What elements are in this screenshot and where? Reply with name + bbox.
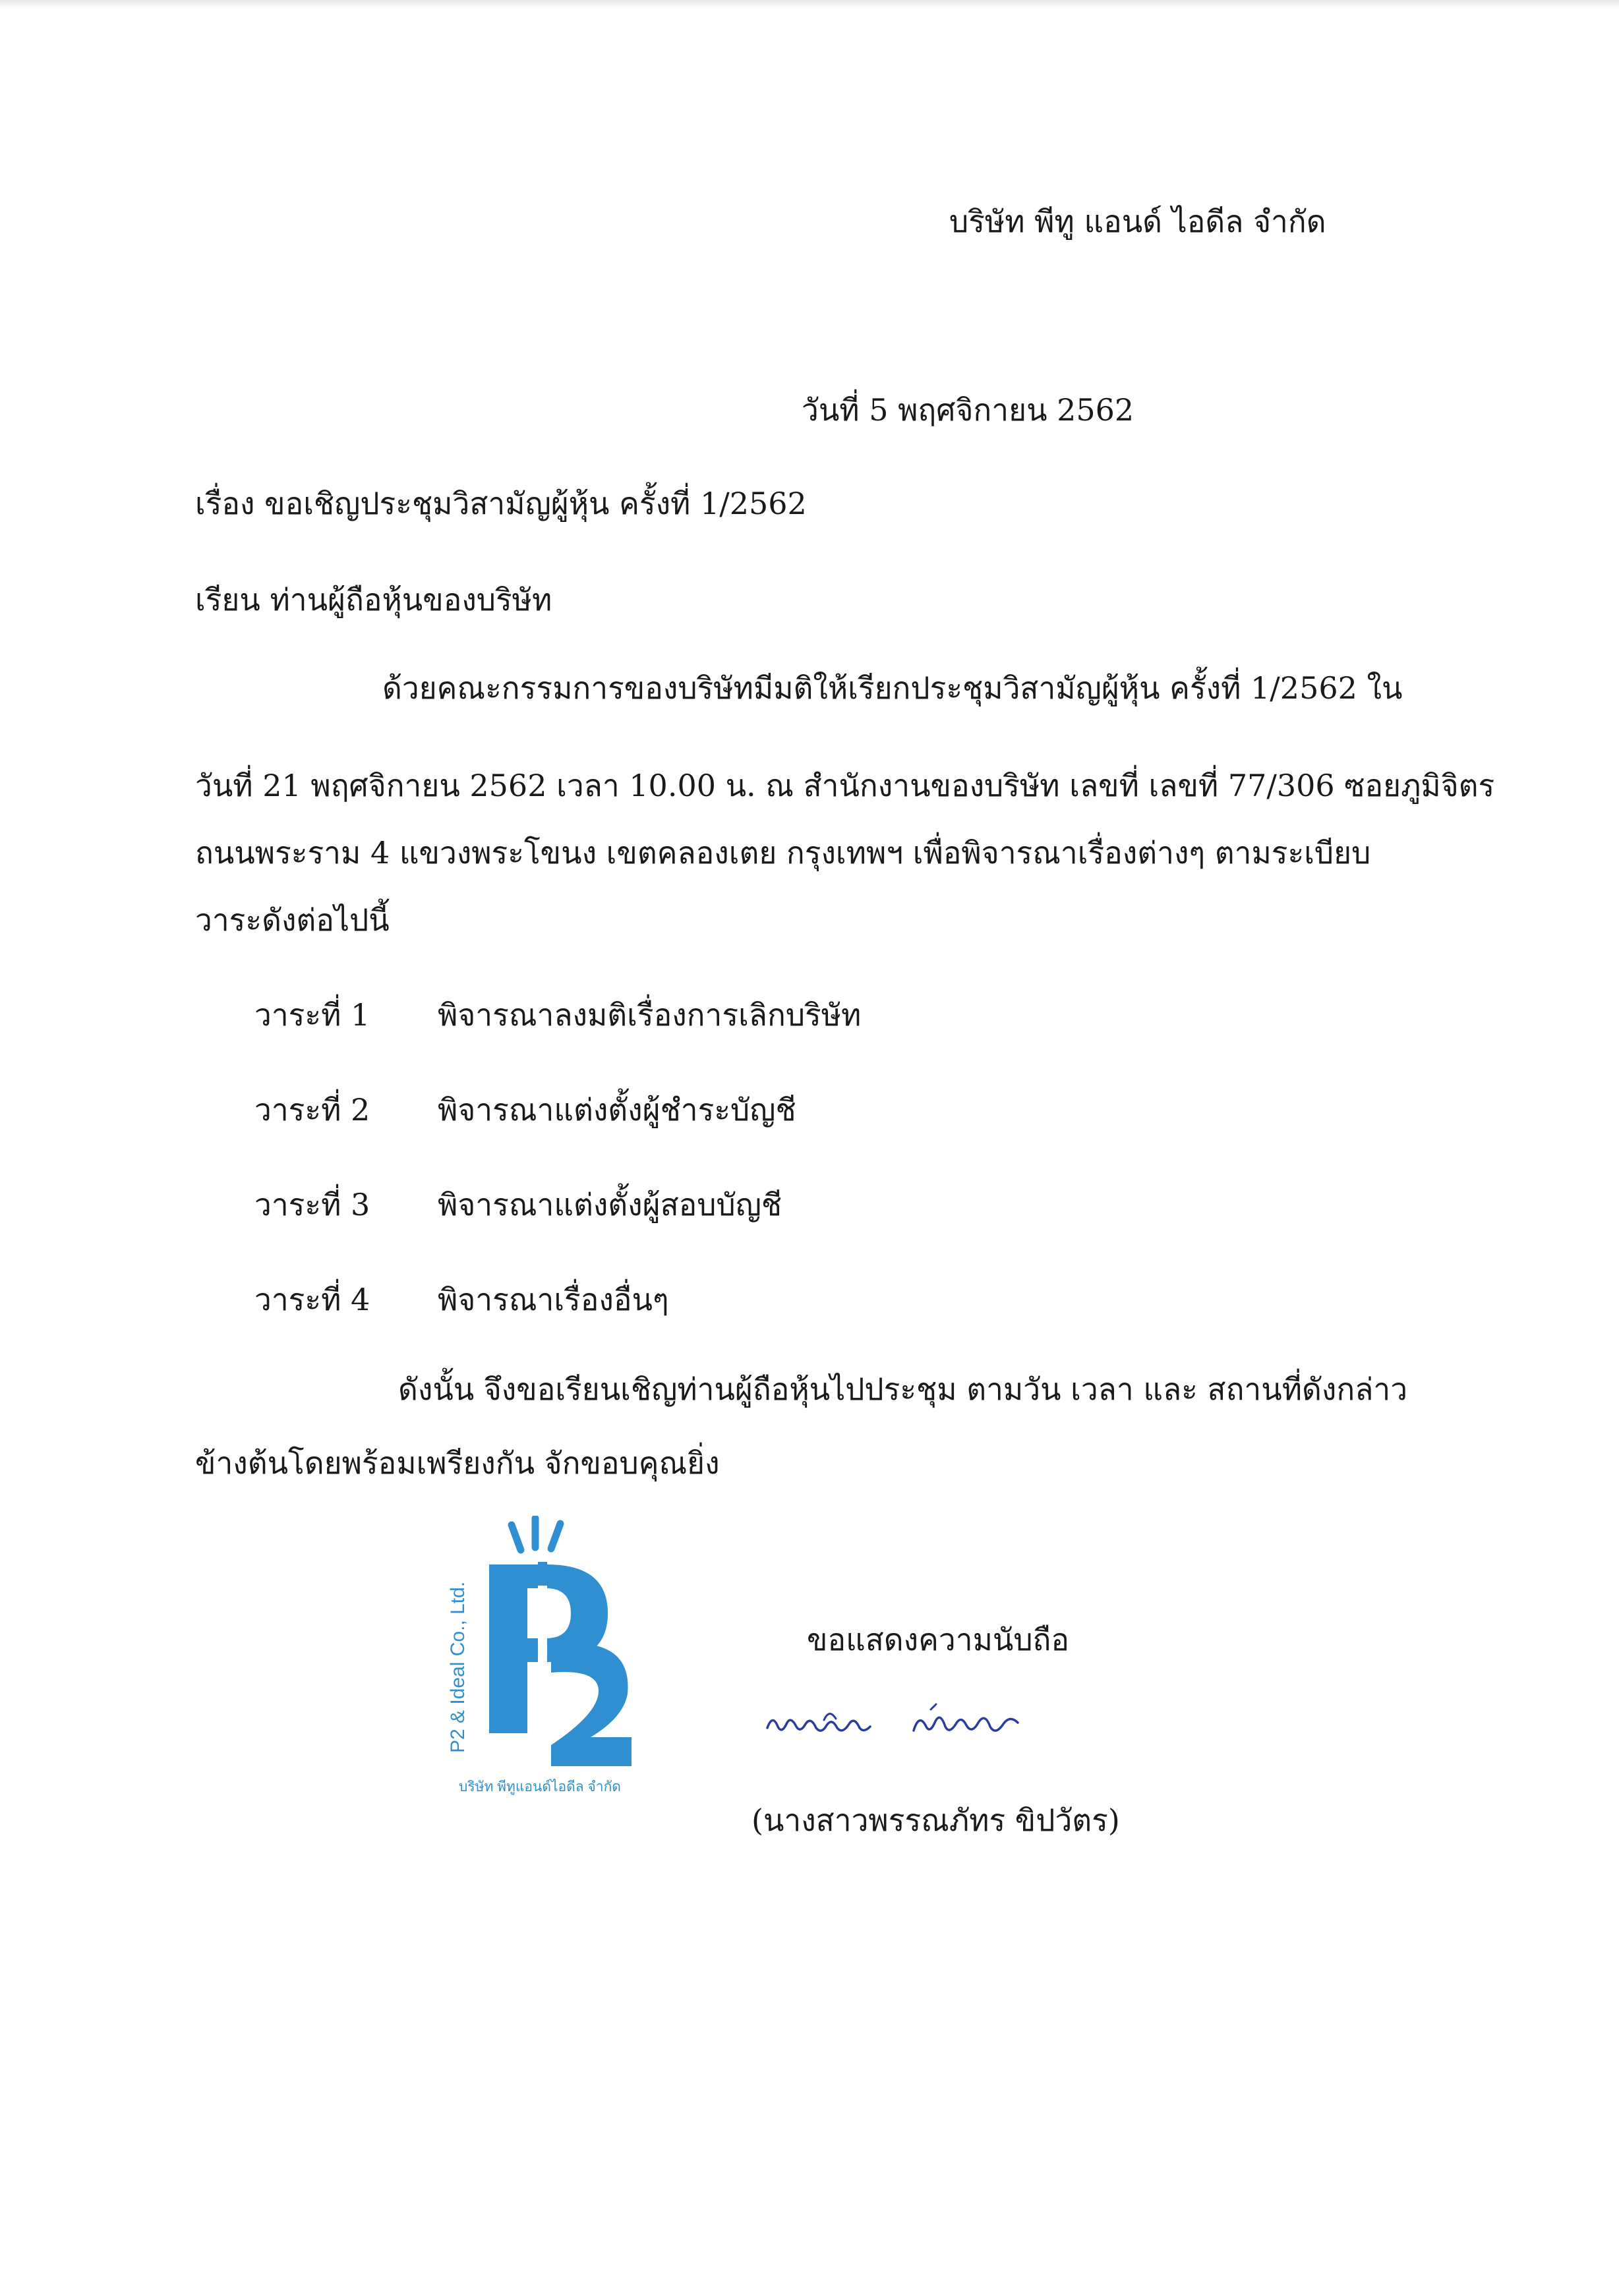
agenda-2-label: วาระที่ 2: [254, 1092, 370, 1128]
handwritten-signature: [758, 1694, 1042, 1753]
letter-date: วันที่ 5 พฤศจิกายน 2562: [802, 392, 1134, 428]
company-stamp: [435, 1516, 653, 1806]
stamp-thai-text: บริษัท พีทูแอนด์ไอดีล จำกัด: [459, 1779, 621, 1794]
stamp-logo-text: P2 & Ideal Co., Ltd.: [447, 1581, 469, 1753]
letter-subject: เรื่อง ขอเชิญประชุมวิสามัญผู้หุ้น ครั้งที่ 1/2562: [195, 486, 807, 521]
closing-line-2: ข้างต้นโดยพร้อมเพรียงกัน จักขอบคุณยิ่ง: [195, 1445, 720, 1481]
body-line-2: วันที่ 21 พฤศจิกายน 2562 เวลา 10.00 น. ณ สำนักงานของบริษัท เลขที่ เลขที่ 77/306 ซอยภูมิจิตร: [195, 768, 1495, 803]
agenda-1-text: พิจารณาลงมติเรื่องการเลิกบริษัท: [438, 997, 862, 1033]
stamp-logo-mark: [489, 1562, 632, 1770]
closing-salutation: ขอแสดงความนับถือ: [807, 1622, 1070, 1657]
body-line-3: ถนนพระราม 4 แขวงพระโขนง เขตคลองเตย กรุงเทพฯ เพื่อพิจารณาเรื่องต่างๆ ตามระเบียบ: [195, 835, 1371, 871]
agenda-2-text: พิจารณาแต่งตั้งผู้ชำระบัญชี: [438, 1092, 796, 1128]
body-line-1: ด้วยคณะกรรมการของบริษัทมีมติให้เรียกประชุมวิสามัญผู้หุ้น ครั้งที่ 1/2562 ใน: [382, 670, 1403, 706]
signatory-name: (นางสาวพรรณภัทร ขิปวัตร): [751, 1802, 1120, 1838]
agenda-1-label: วาระที่ 1: [254, 997, 370, 1033]
stamp-rays: [512, 1518, 560, 1550]
agenda-3-text: พิจารณาแต่งตั้งผู้สอบบัญชี: [438, 1187, 782, 1222]
agenda-3-label: วาระที่ 3: [254, 1187, 370, 1222]
agenda-4-text: พิจารณาเรื่องอื่นๆ: [438, 1282, 669, 1317]
body-line-4: วาระดังต่อไปนี้: [195, 902, 390, 938]
agenda-4-label: วาระที่ 4: [254, 1282, 370, 1317]
scan-edge: [0, 0, 1619, 9]
company-header: บริษัท พีทู แอนด์ ไอดีล จำกัด: [949, 204, 1326, 239]
letter-recipient: เรียน ท่านผู้ถือหุ้นของบริษัท: [195, 582, 552, 617]
closing-line-1: ดังนั้น จึงขอเรียนเชิญท่านผู้ถือหุ้นไปประชุม ตามวัน เวลา และ สถานที่ดังกล่าว: [398, 1371, 1408, 1407]
